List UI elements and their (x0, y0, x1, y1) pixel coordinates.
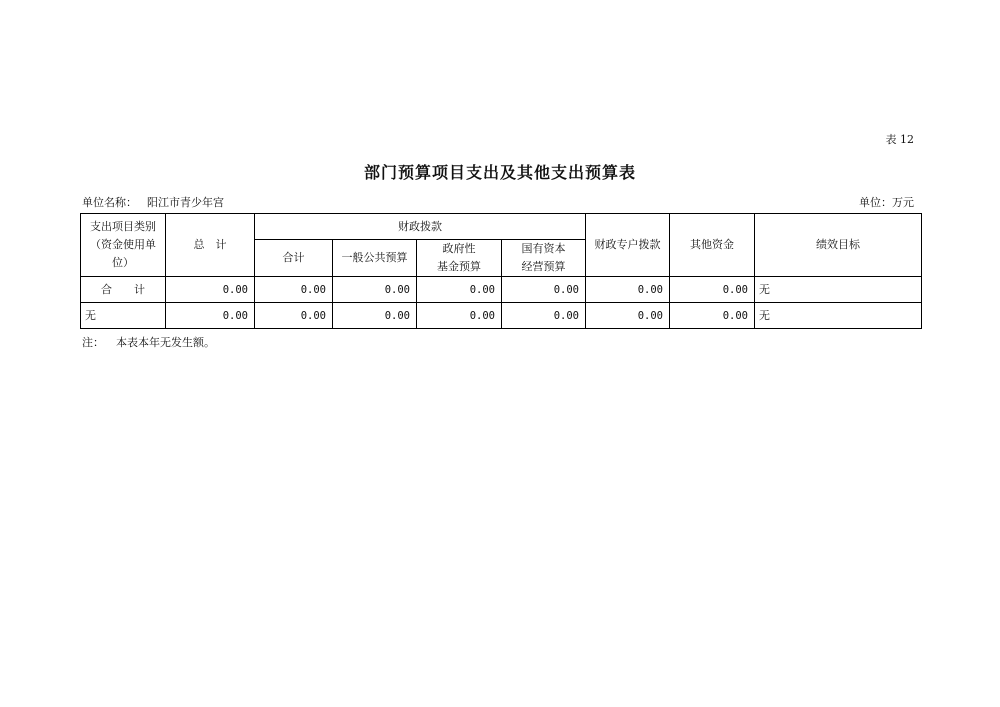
page-title: 部门预算项目支出及其他支出预算表 (363, 163, 636, 182)
header-gov-fund-line1: 政府性 (442, 242, 476, 255)
cell-total: 0.00 (166, 303, 255, 329)
cell-gov-fund: 0.00 (417, 277, 502, 303)
budget-table (80, 213, 922, 329)
unit-name: 阳江市青少年宫 (147, 196, 224, 209)
cell-special-fiscal: 0.00 (586, 303, 670, 329)
cell-fiscal-subtotal: 0.00 (255, 277, 333, 303)
header-state-capital-line1: 国有资本 (521, 242, 566, 255)
row-name: 合 计 (81, 277, 166, 303)
header-category-line2: （资金使用单 (90, 238, 156, 251)
currency-unit: 单位：万元 (859, 196, 914, 209)
cell-general-budget: 0.00 (333, 277, 417, 303)
header-general-budget: 一般公共预算 (333, 240, 417, 277)
header-fiscal-subtotal: 合计 (255, 240, 333, 277)
header-other-funds: 其他资金 (670, 214, 755, 277)
header-category-line1: 支出项目类别 (90, 220, 156, 233)
cell-state-capital: 0.00 (502, 277, 586, 303)
header-gov-fund (417, 240, 502, 277)
cell-gov-fund: 0.00 (417, 303, 502, 329)
cell-fiscal-subtotal: 0.00 (255, 303, 333, 329)
header-category-line3: 位） (112, 256, 134, 269)
cell-general-budget: 0.00 (333, 303, 417, 329)
header-state-capital (502, 240, 586, 277)
header-state-capital-line2: 经营预算 (521, 260, 566, 273)
header-category (81, 214, 166, 277)
table-number: 表 12 (885, 133, 914, 146)
header-fiscal: 财政拨款 (255, 214, 586, 240)
cell-performance: 无 (755, 277, 922, 303)
footnote (82, 334, 215, 350)
table-row-total (81, 277, 922, 303)
header-performance: 绩效目标 (755, 214, 922, 277)
header-special-fiscal: 财政专户拨款 (586, 214, 670, 277)
unit-name-label: 单位名称： (82, 196, 137, 209)
header-total: 总 计 (166, 214, 255, 277)
cell-state-capital: 0.00 (502, 303, 586, 329)
cell-performance: 无 (755, 303, 922, 329)
cell-total: 0.00 (166, 277, 255, 303)
unit-name-line (82, 194, 224, 210)
header-gov-fund-line2: 基金预算 (437, 260, 481, 273)
cell-other-funds: 0.00 (670, 303, 755, 329)
row-name: 无 (81, 303, 166, 329)
header-row-1 (81, 214, 922, 240)
table-row (81, 303, 922, 329)
note-text: 本表本年无发生额。 (116, 336, 215, 349)
cell-other-funds: 0.00 (670, 277, 755, 303)
cell-special-fiscal: 0.00 (586, 277, 670, 303)
note-label: 注： (82, 336, 104, 349)
